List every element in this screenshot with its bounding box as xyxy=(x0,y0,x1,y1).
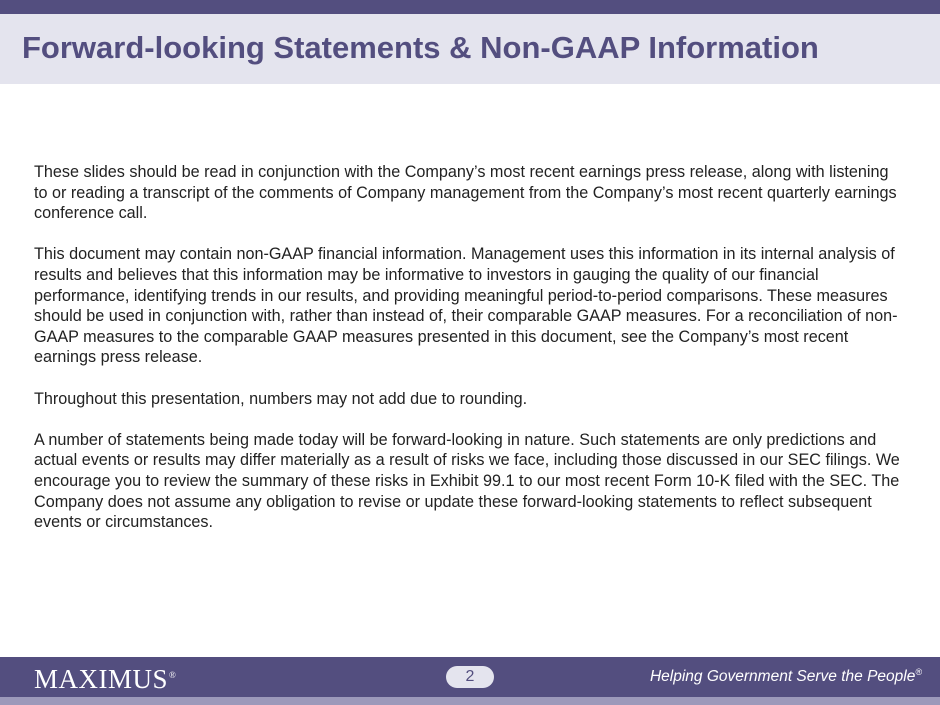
tagline-text: Helping Government Serve the People xyxy=(649,668,916,686)
body-text xyxy=(34,162,904,553)
paragraph-earnings-release: These slides should be read in conjunction with the Company’s most recent earnings press release, along with listening to or reading a transcript of the comments of Company management from the Company’s most recent quarterly earnings conference call. xyxy=(34,163,897,223)
slide-title: Forward-looking Statements & Non-GAAP Information xyxy=(22,30,819,65)
page-number: 2 xyxy=(446,666,494,688)
logo-registered-mark: ® xyxy=(169,670,177,680)
paragraph-forward-looking: A number of statements being made today will be forward-looking in nature. Such statements are only predictions and actual events or results may differ materially as a result of risks we face, including those discussed in our SEC filings. We encourage you to review the summary of these risks in Exhibit 99.1 to our most recent Form 10-K filed with the SEC. The Company does not assume any obligation to revise or update these forward-looking statements to reflect subsequent events or circumstances. xyxy=(34,430,900,532)
tagline xyxy=(650,667,922,686)
paragraph-rounding: Throughout this presentation, numbers may not add due to rounding. xyxy=(34,389,528,408)
footer-accent-strip xyxy=(0,697,940,705)
footer-bar xyxy=(0,657,940,697)
top-accent-strip xyxy=(0,0,940,14)
logo-text: MAXIMUS xyxy=(34,664,169,694)
paragraph-non-gaap: This document may contain non-GAAP financial information. Management uses this information in its internal analysis of results and believes that this information may be informative to investors in gauging the quality of our financial performance, identifying trends in our results, and providing meaningful period-to-period comparisons. These measures should be used in conjunction with, rather than instead of, their comparable GAAP measures. For a reconciliation of non-GAAP measures to the comparable GAAP measures presented in this document, see the Company’s most recent earnings press release. xyxy=(34,245,898,367)
tagline-registered-mark: ® xyxy=(915,667,922,677)
maximus-logo xyxy=(34,664,176,695)
